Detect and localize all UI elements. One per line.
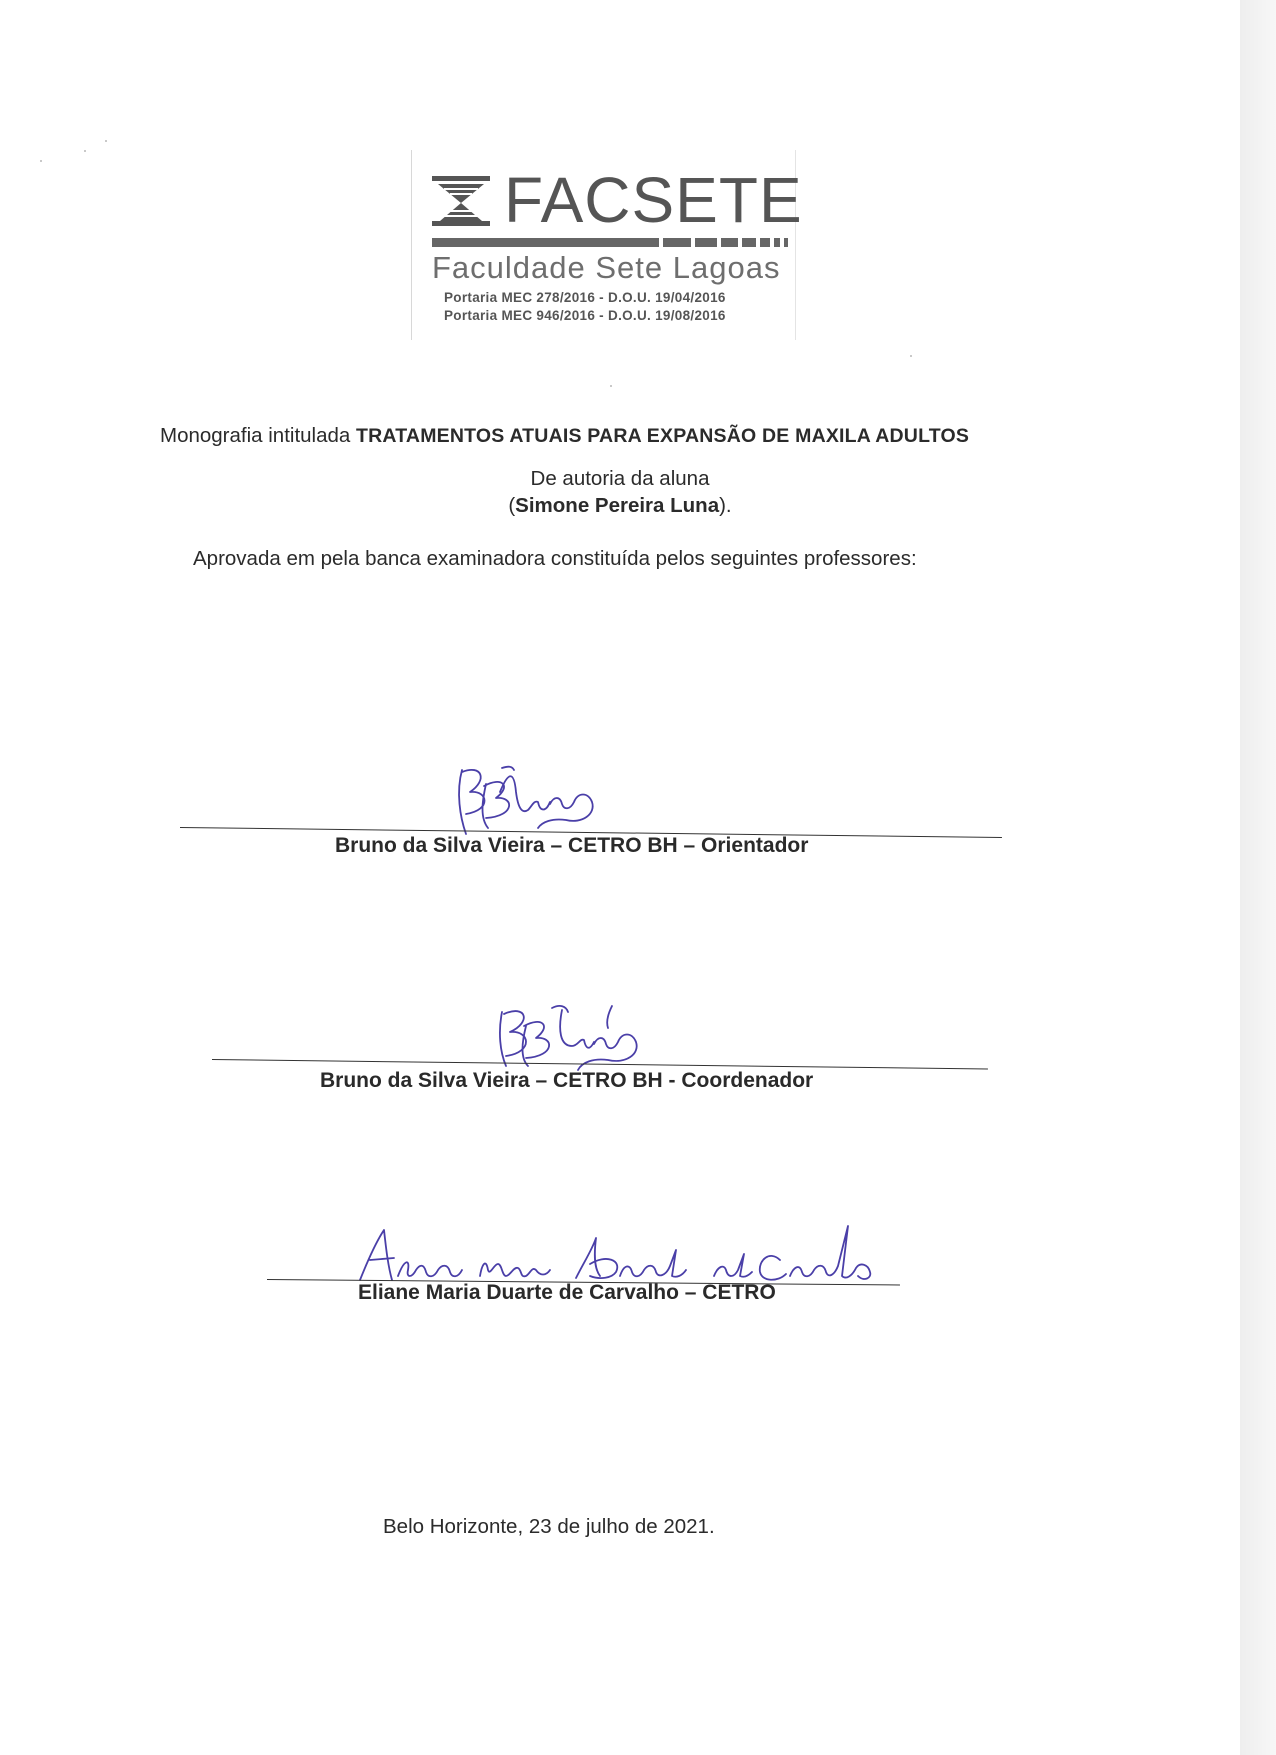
scan-edge-shadow [1240, 0, 1276, 1755]
title-prefix: Monografia intitulada [160, 424, 357, 447]
facsete-emblem-icon [432, 176, 490, 226]
student-line [0, 494, 1240, 518]
scan-speck [84, 150, 86, 152]
signer-name-orientador: Bruno da Silva Vieira – CETRO BH – Orientador [335, 834, 809, 857]
logo-portaria-1: Portaria MEC 278/2016 - D.O.U. 19/04/2016 [444, 290, 726, 305]
logo-subtitle: Faculdade Sete Lagoas [432, 250, 781, 285]
scan-speck [910, 355, 912, 357]
monograph-title-line [160, 424, 969, 448]
place-and-date: Belo Horizonte, 23 de julho de 2021. [383, 1515, 715, 1538]
approval-statement: Aprovada em pela banca examinadora constituída pelos seguintes professores: [193, 547, 917, 570]
scan-speck [105, 140, 107, 142]
institution-logo [411, 150, 803, 340]
signer-name-coordenador: Bruno da Silva Vieira – CETRO BH - Coordenador [320, 1069, 814, 1092]
student-open-paren: ( [508, 494, 516, 517]
scan-speck [610, 385, 612, 387]
logo-divider-bar [432, 238, 788, 247]
logo-wordmark: FACSETE [504, 164, 803, 236]
scan-speck [40, 160, 42, 162]
authorship-label: De autoria da aluna [530, 467, 710, 490]
student-name: Simone Pereira Luna [515, 494, 720, 517]
logo-portaria-2: Portaria MEC 946/2016 - D.O.U. 19/08/2016 [444, 308, 726, 323]
monograph-title: TRATAMENTOS ATUAIS PARA EXPANSÃO DE MAXILA ADULTOS [356, 425, 970, 447]
student-close-paren: ). [719, 494, 732, 517]
signer-name-eliane: Eliane Maria Duarte de Carvalho – CETRO [358, 1281, 776, 1304]
